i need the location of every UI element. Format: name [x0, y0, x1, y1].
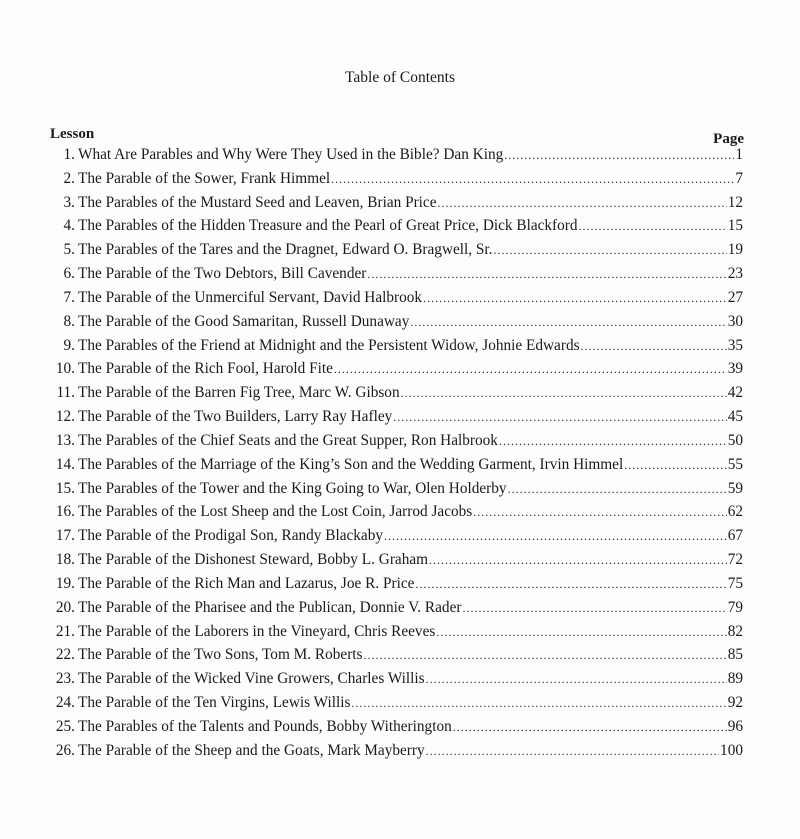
page-number: 15: [727, 217, 743, 235]
dot-leader: [364, 648, 727, 663]
page-number: 42: [727, 384, 743, 402]
page-title: Table of Contents: [345, 69, 455, 86]
lesson-number: 26.: [55, 741, 75, 759]
page-number: 39: [727, 360, 743, 378]
lesson-title: The Parable of the Ten Virgins, Lewis Willis: [78, 694, 351, 712]
page-number: 23: [727, 265, 743, 283]
dot-leader: [426, 744, 719, 759]
page-number: 30: [727, 312, 743, 330]
page-number: 7: [735, 169, 743, 187]
lesson-number: 2.: [63, 169, 75, 187]
lesson-number: 10.: [55, 360, 75, 378]
dot-leader: [473, 505, 726, 520]
toc-entry: [46, 265, 743, 289]
lesson-title: The Parables of the Marriage of the King’s Son and the Wedding Garment, Irvin Himmel: [78, 455, 624, 473]
page-number: 35: [727, 336, 743, 354]
lesson-title: The Parable of the Prodigal Son, Randy Blackaby: [78, 527, 384, 545]
dot-leader: [508, 482, 727, 497]
toc-entry: [46, 146, 743, 170]
lesson-title: The Parables of the Tower and the King Going to War, Olen Holderby: [78, 479, 507, 497]
lesson-number: 5.: [63, 241, 75, 259]
dot-leader: [462, 601, 726, 616]
lesson-title: The Parables of the Mustard Seed and Leaven, Brian Price: [78, 193, 437, 211]
dot-leader: [499, 434, 727, 449]
toc-entry: [46, 432, 743, 456]
toc-entry: [46, 289, 743, 313]
page-number: 59: [727, 479, 743, 497]
page-number: 82: [727, 622, 743, 640]
lesson-title: The Parable of the Sheep and the Goats, Mark Mayberry: [78, 741, 425, 759]
lesson-number: 7.: [63, 288, 75, 306]
lesson-number: 21.: [55, 622, 75, 640]
dot-leader: [624, 458, 726, 473]
page-number: 96: [727, 717, 743, 735]
lesson-title: The Parables of the Hidden Treasure and the Pearl of Great Price, Dick Blackford: [78, 217, 578, 235]
toc-entry: [46, 337, 743, 361]
lesson-number: 11.: [56, 384, 75, 402]
dot-leader: [351, 696, 726, 711]
dot-leader: [367, 267, 726, 282]
page-number: 27: [727, 288, 743, 306]
lesson-title: The Parables of the Talents and Pounds, Bobby Witherington: [78, 717, 452, 735]
lesson-title: The Parable of the Good Samaritan, Russell Dunaway: [78, 312, 410, 330]
page-number: 67: [727, 527, 743, 545]
toc-entry: [46, 623, 743, 647]
dot-leader: [581, 339, 727, 354]
dot-leader: [504, 148, 734, 163]
lesson-title: What Are Parables and Why Were They Used in the Bible? Dan King: [78, 146, 504, 163]
dot-leader: [429, 553, 727, 568]
lesson-number: 24.: [55, 694, 75, 712]
toc-entry: [46, 408, 743, 432]
dot-leader: [453, 720, 727, 735]
lesson-title: The Parable of the Wicked Vine Growers, Charles Willis: [78, 670, 425, 688]
lesson-number: 23.: [55, 670, 75, 688]
dot-leader: [393, 410, 726, 425]
lesson-title: The Parable of the Pharisee and the Publican, Donnie V. Rader: [78, 598, 462, 616]
dot-leader: [423, 291, 727, 306]
lesson-number: 9.: [63, 336, 75, 354]
toc-entry: [46, 360, 743, 384]
toc-entry: [46, 670, 743, 694]
page-number: 1: [735, 146, 743, 163]
lesson-number: 6.: [63, 265, 75, 283]
toc-entry: [46, 694, 743, 718]
lesson-number: 3.: [63, 193, 75, 211]
lesson-number: 22.: [55, 646, 75, 664]
lesson-title: The Parable of the Rich Man and Lazarus, Joe R. Price: [78, 574, 415, 592]
page-number: 89: [727, 670, 743, 688]
toc-list: [46, 146, 743, 766]
dot-leader: [331, 172, 734, 187]
toc-entry: [46, 742, 743, 766]
toc-entry: [46, 170, 743, 194]
lesson-title: The Parables of the Friend at Midnight and the Persistent Widow, Johnie Edwards: [78, 336, 580, 354]
lesson-number: 19.: [55, 574, 75, 592]
lesson-number: 17.: [55, 527, 75, 545]
toc-entry: [46, 384, 743, 408]
toc-entry: [46, 194, 743, 218]
toc-entry: [46, 217, 743, 241]
toc-entry: [46, 527, 743, 551]
lesson-number: 4.: [63, 217, 75, 235]
lesson-number: 25.: [55, 717, 75, 735]
toc-entry: [46, 480, 743, 504]
lesson-number: 14.: [55, 455, 75, 473]
lesson-number: 16.: [55, 503, 75, 521]
lesson-number: 20.: [55, 598, 75, 616]
lesson-title: The Parable of the Two Debtors, Bill Cavender: [78, 265, 367, 283]
toc-entry: [46, 456, 743, 480]
toc-entry: [46, 551, 743, 575]
lesson-title: The Parables of the Chief Seats and the Great Supper, Ron Halbrook: [78, 431, 498, 449]
dot-leader: [410, 315, 726, 330]
lesson-number: 18.: [55, 551, 75, 569]
lesson-number: 12.: [55, 408, 75, 426]
page-number: 75: [727, 574, 743, 592]
dot-leader: [334, 362, 727, 377]
page-number: 45: [727, 408, 743, 426]
toc-entry: [46, 503, 743, 527]
toc-entry: [46, 575, 743, 599]
lesson-title: The Parable of the Dishonest Steward, Bobby L. Graham: [78, 551, 429, 569]
toc-entry: [46, 718, 743, 742]
page-number: 55: [727, 455, 743, 473]
lesson-number: 8.: [63, 312, 75, 330]
lesson-title: The Parable of the Sower, Frank Himmel: [78, 169, 331, 187]
dot-leader: [426, 672, 727, 687]
toc-entry: [46, 313, 743, 337]
dot-leader: [415, 577, 726, 592]
dot-leader: [438, 196, 727, 211]
page-number: 92: [727, 694, 743, 712]
lesson-title: The Parable of the Rich Fool, Harold Fite: [78, 360, 333, 378]
toc-entry: [46, 599, 743, 623]
page-number: 100: [720, 741, 743, 759]
lesson-title: The Parable of the Two Sons, Tom M. Roberts: [78, 646, 363, 664]
lesson-number: 13.: [55, 431, 75, 449]
dot-leader: [494, 243, 727, 258]
dot-leader: [384, 529, 727, 544]
lesson-title: The Parables of the Lost Sheep and the Lost Coin, Jarrod Jacobs: [78, 503, 473, 521]
page-number: 12: [727, 193, 743, 211]
toc-entry: [46, 241, 743, 265]
page-number: 62: [727, 503, 743, 521]
page-number: 50: [727, 431, 743, 449]
page-number: 19: [727, 241, 743, 259]
lesson-number: 15.: [55, 479, 75, 497]
page-number: 79: [727, 598, 743, 616]
page-number: 72: [727, 551, 743, 569]
lesson-title: The Parable of the Laborers in the Vineyard, Chris Reeves: [78, 622, 436, 640]
lesson-title: The Parable of the Barren Fig Tree, Marc W. Gibson: [78, 384, 400, 402]
dot-leader: [436, 625, 726, 640]
lesson-title: The Parables of the Tares and the Dragnet, Edward O. Bragwell, Sr.: [78, 241, 493, 259]
dot-leader: [579, 219, 727, 234]
dot-leader: [401, 386, 727, 401]
lesson-title: The Parable of the Two Builders, Larry Ray Hafley: [78, 408, 393, 426]
page-column-header: Page: [713, 131, 744, 147]
lesson-column-header: Lesson: [50, 126, 95, 142]
lesson-title: The Parable of the Unmerciful Servant, David Halbrook: [78, 288, 423, 306]
toc-entry: [46, 646, 743, 670]
page-number: 85: [727, 646, 743, 664]
lesson-number: 1.: [63, 146, 75, 163]
